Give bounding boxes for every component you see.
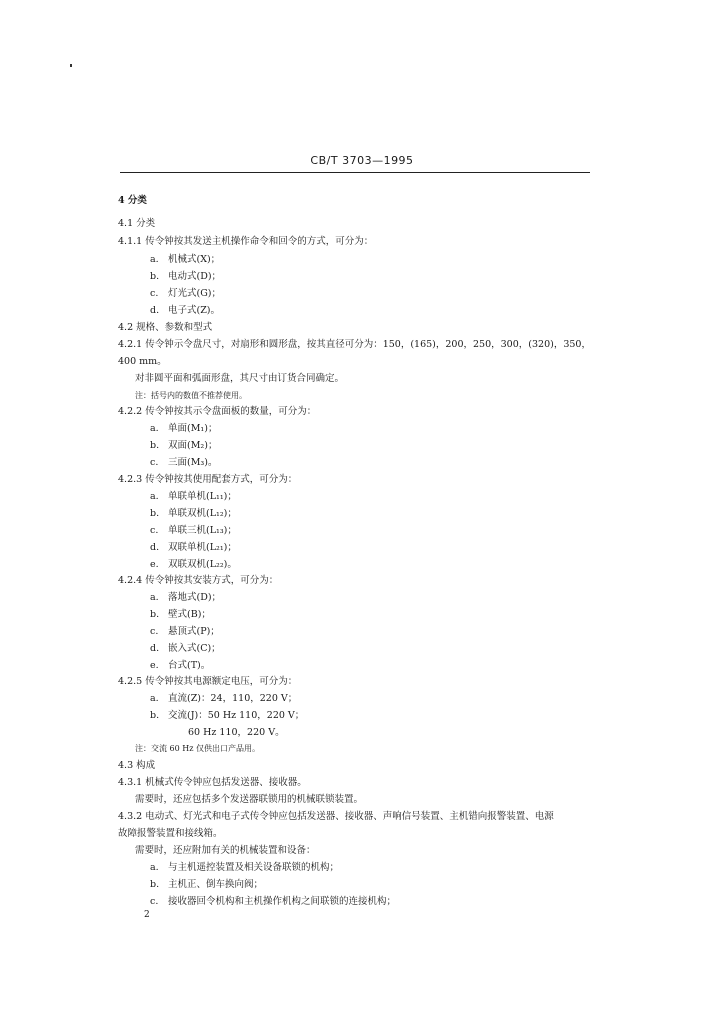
list-item-label: e. (150, 559, 159, 570)
text-line (188, 727, 285, 739)
line-text: 壁式(B)； (168, 609, 211, 620)
list-item-label: b. (150, 710, 160, 721)
list-item (150, 693, 297, 705)
line-text: 4.2.5 传令钟按其电源额定电压，可分为： (118, 676, 298, 687)
line-text: 主机正、倒车换向阀； (168, 879, 264, 890)
line-text: 三面(M₃)。 (168, 457, 218, 468)
list-item (150, 457, 217, 469)
line-text: 4.1.1 传令钟按其发送主机操作命令和回令的方式，可分为： (118, 236, 374, 247)
list-item (150, 559, 237, 571)
list-item (150, 643, 221, 655)
line-text: 4.2.4 传令钟按其安装方式，可分为： (118, 575, 279, 586)
list-item-label: b. (150, 879, 160, 890)
line-text: 嵌入式(C)； (168, 643, 221, 654)
line-text: 与主机遥控装置及相关设备联锁的机构； (168, 862, 340, 873)
list-item-label: c. (150, 288, 159, 299)
line-text: 灯光式(G)； (168, 288, 222, 299)
list-item-label: d. (150, 643, 160, 654)
line-text: 60 Hz 110，220 V。 (188, 727, 285, 738)
text-line (135, 743, 260, 755)
list-item-label: b. (150, 440, 160, 451)
line-text: 直流(Z)：24，110，220 V； (168, 693, 298, 704)
list-item-label: c. (150, 457, 159, 468)
list-item-label: a. (150, 423, 159, 434)
text-line (118, 474, 297, 486)
text-line (118, 195, 147, 207)
line-text: 对非圆平面和弧面形盘，其尺寸由订货合同确定。 (135, 373, 345, 384)
line-text: 落地式(D)； (168, 592, 222, 603)
list-item (150, 440, 217, 452)
line-text: 4.2.2 传令钟按其示令盘面板的数量，可分为： (118, 406, 317, 417)
line-text: 4.2.1 传令钟示令盘尺寸，对扇形和圆形盘，按其直径可分为：150，(165)，200，250，300，(320)，350， (118, 339, 591, 350)
list-item (150, 305, 220, 317)
line-text: 需要时，还应附加有关的机械装置和设备： (135, 845, 316, 856)
list-item (150, 609, 211, 621)
line-text: 电动式(D)； (168, 271, 222, 282)
list-item-label: a. (150, 693, 159, 704)
list-item-label: d. (150, 305, 160, 316)
text-line (135, 373, 344, 385)
text-line (118, 828, 223, 840)
page-number: 2 (144, 910, 150, 920)
text-line (118, 575, 278, 587)
line-text: 台式(T)。 (168, 660, 211, 671)
list-item (150, 491, 237, 503)
line-text: 故障报警装置和接线箱。 (118, 828, 223, 839)
text-line (118, 777, 307, 789)
list-item (150, 423, 217, 435)
list-item (150, 288, 221, 300)
standard-header: CB/T 3703—1995 (310, 154, 414, 167)
list-item (150, 660, 210, 672)
line-text: 单联单机(L₁₁)； (168, 491, 237, 502)
line-text: 电子式(Z)。 (168, 305, 221, 316)
list-item (150, 862, 339, 874)
line-text: 需要时，还应包括多个发送器联锁用的机械联锁装置。 (135, 794, 364, 805)
line-text: 注：括号内的数值不推荐使用。 (135, 391, 247, 400)
line-text: 双面(M₂)； (168, 440, 218, 451)
line-text: 单联双机(L₁₂)； (168, 508, 237, 519)
scan-speck (70, 64, 72, 67)
list-item-label: c. (150, 896, 159, 907)
text-line (118, 322, 212, 334)
text-line (118, 676, 297, 688)
list-item-label: a. (150, 491, 159, 502)
list-item (150, 542, 237, 554)
list-item-label: b. (150, 508, 160, 519)
line-text: 接收器回令机构和主机操作机构之间联锁的连接机构； (168, 896, 397, 907)
text-line (135, 794, 363, 806)
line-text: 单面(M₁)； (168, 423, 218, 434)
line-text: 交流(J)：50 Hz 110，220 V； (168, 710, 305, 721)
text-line (118, 760, 155, 772)
text-line (118, 811, 554, 823)
list-item (150, 879, 263, 891)
list-item-label: c. (150, 626, 159, 637)
list-item-label: d. (150, 542, 160, 553)
list-item (150, 710, 304, 722)
line-text: 400 mm。 (118, 356, 167, 367)
line-text: 4 分类 (118, 195, 147, 206)
line-text: 4.2.3 传令钟按其使用配套方式，可分为： (118, 474, 298, 485)
list-item-label: a. (150, 254, 159, 265)
list-item-label: b. (150, 609, 160, 620)
line-text: 机械式(X)； (168, 254, 221, 265)
list-item (150, 525, 237, 537)
line-text: 注：交流 60 Hz 仅供出口产品用。 (135, 744, 260, 753)
header-rule (120, 172, 590, 173)
text-line (118, 236, 373, 248)
text-line (118, 406, 316, 418)
text-line (118, 218, 155, 230)
line-text: 悬顶式(P)； (168, 626, 220, 637)
text-line (118, 339, 591, 351)
list-item (150, 271, 221, 283)
line-text: 单联三机(L₁₃)； (168, 525, 237, 536)
line-text: 4.3.2 电动式、灯光式和电子式传令钟应包括发送器、接收器、声响信号装置、主机错向报警装置、电源 (118, 811, 554, 822)
line-text: 4.2 规格、参数和型式 (118, 322, 213, 333)
line-text: 4.1 分类 (118, 218, 156, 229)
list-item (150, 626, 220, 638)
list-item-label: e. (150, 660, 159, 671)
list-item-label: a. (150, 592, 159, 603)
text-line (118, 356, 167, 368)
line-text: 4.3.1 机械式传令钟应包括发送器、接收器。 (118, 777, 307, 788)
line-text: 双联单机(L₂₁)； (168, 542, 237, 553)
list-item-label: a. (150, 862, 159, 873)
list-item (150, 592, 221, 604)
line-text: 双联双机(L₂₂)。 (168, 559, 237, 570)
text-line (135, 390, 247, 402)
list-item (150, 254, 220, 266)
line-text: 4.3 构成 (118, 760, 156, 771)
list-item-label: c. (150, 525, 159, 536)
list-item (150, 508, 237, 520)
text-line (135, 845, 316, 857)
list-item (150, 896, 396, 908)
list-item-label: b. (150, 271, 160, 282)
